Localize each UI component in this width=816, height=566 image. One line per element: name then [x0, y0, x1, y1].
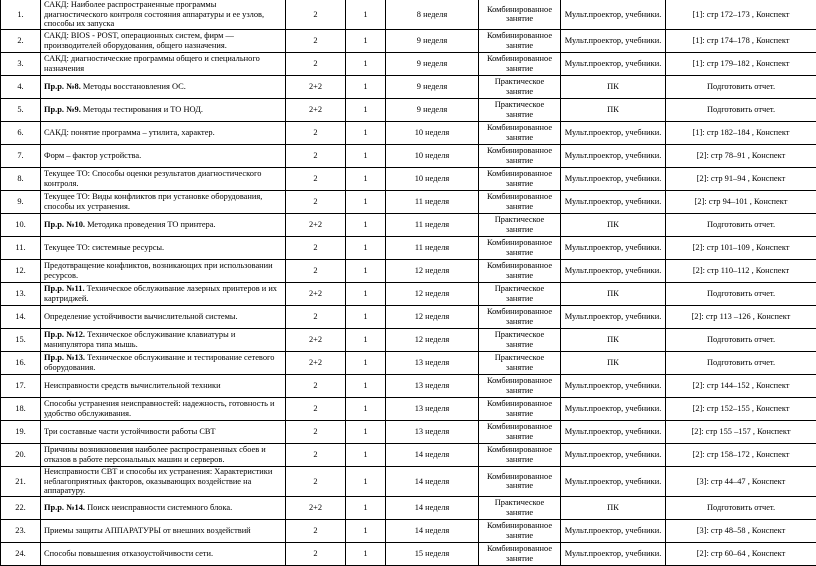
- lesson-topic-text: САКД: BIOS - POST, операционных систем, фирм — производителей оборудования, общего назначения.: [44, 31, 234, 50]
- lesson-topic: [41, 236, 286, 259]
- practical-work-label: Пр.р. №11.: [44, 284, 85, 293]
- row-number: 4.: [1, 75, 41, 98]
- table-row: [1, 282, 816, 305]
- hours-count: 2+2: [286, 282, 346, 305]
- session-count: 1: [346, 213, 386, 236]
- table-row: [1, 236, 816, 259]
- homework-reference: [2]: стр 155 –157 , Конспект: [666, 420, 816, 443]
- table-row: [1, 443, 816, 466]
- lesson-type: Комбинированное занятие: [479, 190, 561, 213]
- session-count: 1: [346, 98, 386, 121]
- hours-count: 2: [286, 466, 346, 496]
- hours-count: 2: [286, 305, 346, 328]
- week-label: 12 неделя: [386, 328, 479, 351]
- lesson-type: Комбинированное занятие: [479, 52, 561, 75]
- lesson-topic-text: САКД: диагностические программы общего и специального назначения: [44, 54, 260, 73]
- teaching-means: ПК: [561, 328, 666, 351]
- lesson-type: Комбинированное занятие: [479, 466, 561, 496]
- hours-count: 2: [286, 144, 346, 167]
- lesson-type: Практическое занятие: [479, 328, 561, 351]
- session-count: 1: [346, 259, 386, 282]
- session-count: 1: [346, 305, 386, 328]
- lesson-topic-text: Техническое обслуживание и тестирование сетевого оборудования.: [44, 353, 274, 372]
- lesson-topic: [41, 98, 286, 121]
- week-label: 14 неделя: [386, 466, 479, 496]
- hours-count: 2: [286, 236, 346, 259]
- lesson-topic-text: Методика проведения ТО принтера.: [85, 220, 216, 229]
- homework-reference: Подготовить отчет.: [666, 98, 816, 121]
- table-row: [1, 328, 816, 351]
- hours-count: 2: [286, 121, 346, 144]
- lesson-topic-text: САКД: Наиболее распространенные программы диагностического контроля состояния аппаратуры и ее узлов, способы их запуска: [44, 0, 264, 28]
- lesson-topic-text: Причины возникновения наиболее распространенных сбоев и отказов в работе персональных машин и серверов.: [44, 445, 266, 464]
- session-count: 1: [346, 52, 386, 75]
- table-row: [1, 213, 816, 236]
- session-count: 1: [346, 328, 386, 351]
- homework-reference: [1]: стр 172–173 , Конспект: [666, 0, 816, 29]
- teaching-means: ПК: [561, 98, 666, 121]
- session-count: 1: [346, 496, 386, 519]
- lesson-topic-text: Текущее ТО: Виды конфликтов при установке оборудования, способы их устранения.: [44, 192, 262, 211]
- lesson-topic-text: Неисправности СВТ и способы их устранения: Характеристики неблагоприятных факторов, оказывающих воздействие на аппаратуру.: [44, 467, 272, 495]
- lesson-topic: [41, 519, 286, 542]
- table-row: [1, 98, 816, 121]
- hours-count: 2+2: [286, 328, 346, 351]
- teaching-means: Мульт.проектор, учебники.: [561, 121, 666, 144]
- row-number: 16.: [1, 351, 41, 374]
- lesson-topic: [41, 328, 286, 351]
- hours-count: 2: [286, 519, 346, 542]
- lesson-topic-text: Приемы защиты АППАРАТУРЫ от внешних воздействий: [44, 526, 251, 535]
- table-row: [1, 466, 816, 496]
- lesson-type: Комбинированное занятие: [479, 397, 561, 420]
- session-count: 1: [346, 144, 386, 167]
- row-number: 21.: [1, 466, 41, 496]
- week-label: 13 неделя: [386, 351, 479, 374]
- teaching-means: Мульт.проектор, учебники.: [561, 305, 666, 328]
- week-label: 11 неделя: [386, 236, 479, 259]
- week-label: 12 неделя: [386, 282, 479, 305]
- lesson-topic-text: Способы повышения отказоустойчивости сети.: [44, 549, 213, 558]
- row-number: 8.: [1, 167, 41, 190]
- lesson-topic-text: Форм – фактор устройства.: [44, 151, 141, 160]
- homework-reference: Подготовить отчет.: [666, 213, 816, 236]
- week-label: 11 неделя: [386, 213, 479, 236]
- lesson-type: Комбинированное занятие: [479, 236, 561, 259]
- homework-reference: [1]: стр 179–182 , Конспект: [666, 52, 816, 75]
- lesson-type: Практическое занятие: [479, 282, 561, 305]
- lesson-type: Практическое занятие: [479, 351, 561, 374]
- row-number: 18.: [1, 397, 41, 420]
- lesson-topic: [41, 397, 286, 420]
- row-number: 15.: [1, 328, 41, 351]
- teaching-means: Мульт.проектор, учебники.: [561, 420, 666, 443]
- week-label: 9 неделя: [386, 29, 479, 52]
- row-number: 9.: [1, 190, 41, 213]
- row-number: 14.: [1, 305, 41, 328]
- homework-reference: [1]: стр 174–178 , Конспект: [666, 29, 816, 52]
- lesson-type: Комбинированное занятие: [479, 374, 561, 397]
- lesson-type: Комбинированное занятие: [479, 121, 561, 144]
- session-count: 1: [346, 466, 386, 496]
- lesson-topic: [41, 190, 286, 213]
- homework-reference: [2]: стр 113 –126 , Конспект: [666, 305, 816, 328]
- row-number: 12.: [1, 259, 41, 282]
- lesson-topic: [41, 542, 286, 565]
- homework-reference: Подготовить отчет.: [666, 496, 816, 519]
- lesson-topic-text: Способы устранения неисправностей: надежность, готовность и удобство обслуживания.: [44, 399, 275, 418]
- lesson-topic: [41, 52, 286, 75]
- hours-count: 2+2: [286, 351, 346, 374]
- practical-work-label: Пр.р. №14.: [44, 503, 85, 512]
- teaching-means: Мульт.проектор, учебники.: [561, 374, 666, 397]
- session-count: 1: [346, 443, 386, 466]
- homework-reference: [2]: стр 78–91 , Конспект: [666, 144, 816, 167]
- homework-reference: Подготовить отчет.: [666, 282, 816, 305]
- homework-reference: Подготовить отчет.: [666, 328, 816, 351]
- teaching-means: ПК: [561, 75, 666, 98]
- table-row: [1, 0, 816, 29]
- table-row: [1, 190, 816, 213]
- homework-reference: [2]: стр 91–94 , Конспект: [666, 167, 816, 190]
- lesson-type: Комбинированное занятие: [479, 167, 561, 190]
- lesson-topic-text: Поиск неисправности системного блока.: [85, 503, 232, 512]
- practical-work-label: Пр.р. №12.: [44, 330, 85, 339]
- hours-count: 2+2: [286, 496, 346, 519]
- row-number: 1.: [1, 0, 41, 29]
- lesson-type: Комбинированное занятие: [479, 542, 561, 565]
- lesson-type: Комбинированное занятие: [479, 305, 561, 328]
- session-count: 1: [346, 397, 386, 420]
- hours-count: 2: [286, 443, 346, 466]
- practical-work-label: Пр.р. №8.: [44, 82, 81, 91]
- lesson-topic: [41, 305, 286, 328]
- hours-count: 2: [286, 190, 346, 213]
- lesson-topic: [41, 374, 286, 397]
- session-count: 1: [346, 420, 386, 443]
- teaching-means: Мульт.проектор, учебники.: [561, 236, 666, 259]
- hours-count: 2: [286, 397, 346, 420]
- teaching-means: Мульт.проектор, учебники.: [561, 397, 666, 420]
- homework-reference: [3]: стр 48–58 , Конспект: [666, 519, 816, 542]
- homework-reference: [2]: стр 152–155 , Конспект: [666, 397, 816, 420]
- table-row: [1, 496, 816, 519]
- hours-count: 2: [286, 374, 346, 397]
- week-label: 12 неделя: [386, 259, 479, 282]
- table-row: [1, 374, 816, 397]
- lesson-type: Комбинированное занятие: [479, 29, 561, 52]
- row-number: 22.: [1, 496, 41, 519]
- lesson-type: Комбинированное занятие: [479, 519, 561, 542]
- homework-reference: [2]: стр 144–152 , Конспект: [666, 374, 816, 397]
- lesson-type: Практическое занятие: [479, 496, 561, 519]
- row-number: 7.: [1, 144, 41, 167]
- lesson-type: Практическое занятие: [479, 213, 561, 236]
- lesson-type: Практическое занятие: [479, 75, 561, 98]
- teaching-means: Мульт.проектор, учебники.: [561, 259, 666, 282]
- teaching-means: Мульт.проектор, учебники.: [561, 443, 666, 466]
- lesson-topic: [41, 282, 286, 305]
- hours-count: 2+2: [286, 75, 346, 98]
- row-number: 11.: [1, 236, 41, 259]
- teaching-means: Мульт.проектор, учебники.: [561, 29, 666, 52]
- week-label: 13 неделя: [386, 420, 479, 443]
- lesson-type: Комбинированное занятие: [479, 259, 561, 282]
- hours-count: 2: [286, 167, 346, 190]
- session-count: 1: [346, 351, 386, 374]
- homework-reference: [3]: стр 44–47 , Конспект: [666, 466, 816, 496]
- teaching-means: Мульт.проектор, учебники.: [561, 466, 666, 496]
- lesson-topic: [41, 259, 286, 282]
- homework-reference: [2]: стр 158–172 , Конспект: [666, 443, 816, 466]
- teaching-means: Мульт.проектор, учебники.: [561, 52, 666, 75]
- lesson-topic-text: Техническое обслуживание клавиатуры и манипулятора типа мышь.: [44, 330, 235, 349]
- lesson-topic-text: Методы тестирования и ТО НОД.: [81, 105, 203, 114]
- teaching-means: Мульт.проектор, учебники.: [561, 144, 666, 167]
- hours-count: 2+2: [286, 213, 346, 236]
- table-row: [1, 305, 816, 328]
- homework-reference: Подготовить отчет.: [666, 351, 816, 374]
- teaching-means: Мульт.проектор, учебники.: [561, 190, 666, 213]
- week-label: 13 неделя: [386, 397, 479, 420]
- session-count: 1: [346, 374, 386, 397]
- table-row: [1, 29, 816, 52]
- week-label: 14 неделя: [386, 443, 479, 466]
- week-label: 9 неделя: [386, 75, 479, 98]
- row-number: 17.: [1, 374, 41, 397]
- lesson-topic: [41, 213, 286, 236]
- row-number: 5.: [1, 98, 41, 121]
- hours-count: 2: [286, 52, 346, 75]
- lesson-type: Комбинированное занятие: [479, 443, 561, 466]
- lesson-topic: [41, 0, 286, 29]
- row-number: 20.: [1, 443, 41, 466]
- lesson-topic: [41, 443, 286, 466]
- homework-reference: [2]: стр 94–101 , Конспект: [666, 190, 816, 213]
- session-count: 1: [346, 542, 386, 565]
- week-label: 8 неделя: [386, 0, 479, 29]
- lesson-type: Комбинированное занятие: [479, 420, 561, 443]
- hours-count: 2: [286, 542, 346, 565]
- lesson-type: Комбинированное занятие: [479, 0, 561, 29]
- row-number: 13.: [1, 282, 41, 305]
- table-row: [1, 52, 816, 75]
- teaching-means: Мульт.проектор, учебники.: [561, 167, 666, 190]
- practical-work-label: Пр.р. №9.: [44, 105, 81, 114]
- lesson-topic-text: Методы восстановления ОС.: [81, 82, 186, 91]
- week-label: 10 неделя: [386, 167, 479, 190]
- hours-count: 2: [286, 29, 346, 52]
- lesson-plan-body: [1, 0, 816, 565]
- lesson-type: Практическое занятие: [479, 98, 561, 121]
- week-label: 14 неделя: [386, 496, 479, 519]
- row-number: 23.: [1, 519, 41, 542]
- week-label: 15 неделя: [386, 542, 479, 565]
- lesson-topic-text: Определение устойчивости вычислительной системы.: [44, 312, 238, 321]
- teaching-means: ПК: [561, 213, 666, 236]
- row-number: 10.: [1, 213, 41, 236]
- table-row: [1, 519, 816, 542]
- row-number: 24.: [1, 542, 41, 565]
- teaching-means: ПК: [561, 282, 666, 305]
- homework-reference: Подготовить отчет.: [666, 75, 816, 98]
- week-label: 10 неделя: [386, 144, 479, 167]
- homework-reference: [2]: стр 101–109 , Конспект: [666, 236, 816, 259]
- lesson-topic: [41, 121, 286, 144]
- lesson-topic: [41, 496, 286, 519]
- teaching-means: Мульт.проектор, учебники.: [561, 519, 666, 542]
- lesson-topic-text: Техническое обслуживание лазерных принтеров и их картриджей.: [44, 284, 277, 303]
- lesson-topic: [41, 29, 286, 52]
- lesson-topic: [41, 75, 286, 98]
- table-row: [1, 351, 816, 374]
- lesson-topic-text: Текущее ТО: Способы оценки результатов диагностического контроля.: [44, 169, 261, 188]
- session-count: 1: [346, 519, 386, 542]
- lesson-type: Комбинированное занятие: [479, 144, 561, 167]
- session-count: 1: [346, 236, 386, 259]
- practical-work-label: Пр.р. №13.: [44, 353, 85, 362]
- table-row: [1, 542, 816, 565]
- session-count: 1: [346, 29, 386, 52]
- hours-count: 2: [286, 420, 346, 443]
- week-label: 9 неделя: [386, 52, 479, 75]
- hours-count: 2: [286, 0, 346, 29]
- table-row: [1, 420, 816, 443]
- homework-reference: [2]: стр 110–112 , Конспект: [666, 259, 816, 282]
- row-number: 19.: [1, 420, 41, 443]
- week-label: 14 неделя: [386, 519, 479, 542]
- session-count: 1: [346, 75, 386, 98]
- lesson-topic: [41, 466, 286, 496]
- table-row: [1, 121, 816, 144]
- homework-reference: [1]: стр 182–184 , Конспект: [666, 121, 816, 144]
- lesson-topic: [41, 351, 286, 374]
- lesson-topic-text: Неисправности средств вычислительной техники: [44, 381, 221, 390]
- lesson-topic-text: Текущее ТО: системные ресурсы.: [44, 243, 164, 252]
- table-row: [1, 144, 816, 167]
- lesson-topic-text: Предотвращение конфликтов, возникающих при использовании ресурсов.: [44, 261, 273, 280]
- hours-count: 2+2: [286, 98, 346, 121]
- teaching-means: ПК: [561, 496, 666, 519]
- hours-count: 2: [286, 259, 346, 282]
- lesson-topic-text: Три составные части устойчивости работы СВТ: [44, 427, 216, 436]
- teaching-means: ПК: [561, 351, 666, 374]
- teaching-means: Мульт.проектор, учебники.: [561, 0, 666, 29]
- practical-work-label: Пр.р. №10.: [44, 220, 85, 229]
- table-row: [1, 75, 816, 98]
- teaching-means: Мульт.проектор, учебники.: [561, 542, 666, 565]
- lesson-topic: [41, 167, 286, 190]
- table-row: [1, 259, 816, 282]
- lesson-topic: [41, 420, 286, 443]
- week-label: 11 неделя: [386, 190, 479, 213]
- table-row: [1, 397, 816, 420]
- homework-reference: [2]: стр 60–64 , Конспект: [666, 542, 816, 565]
- lesson-topic: [41, 144, 286, 167]
- week-label: 9 неделя: [386, 98, 479, 121]
- row-number: 6.: [1, 121, 41, 144]
- week-label: 10 неделя: [386, 121, 479, 144]
- session-count: 1: [346, 0, 386, 29]
- session-count: 1: [346, 167, 386, 190]
- row-number: 2.: [1, 29, 41, 52]
- session-count: 1: [346, 121, 386, 144]
- week-label: 12 неделя: [386, 305, 479, 328]
- lesson-topic-text: САКД: понятие программа – утилита, характер.: [44, 128, 215, 137]
- table-row: [1, 167, 816, 190]
- week-label: 13 неделя: [386, 374, 479, 397]
- session-count: 1: [346, 190, 386, 213]
- row-number: 3.: [1, 52, 41, 75]
- session-count: 1: [346, 282, 386, 305]
